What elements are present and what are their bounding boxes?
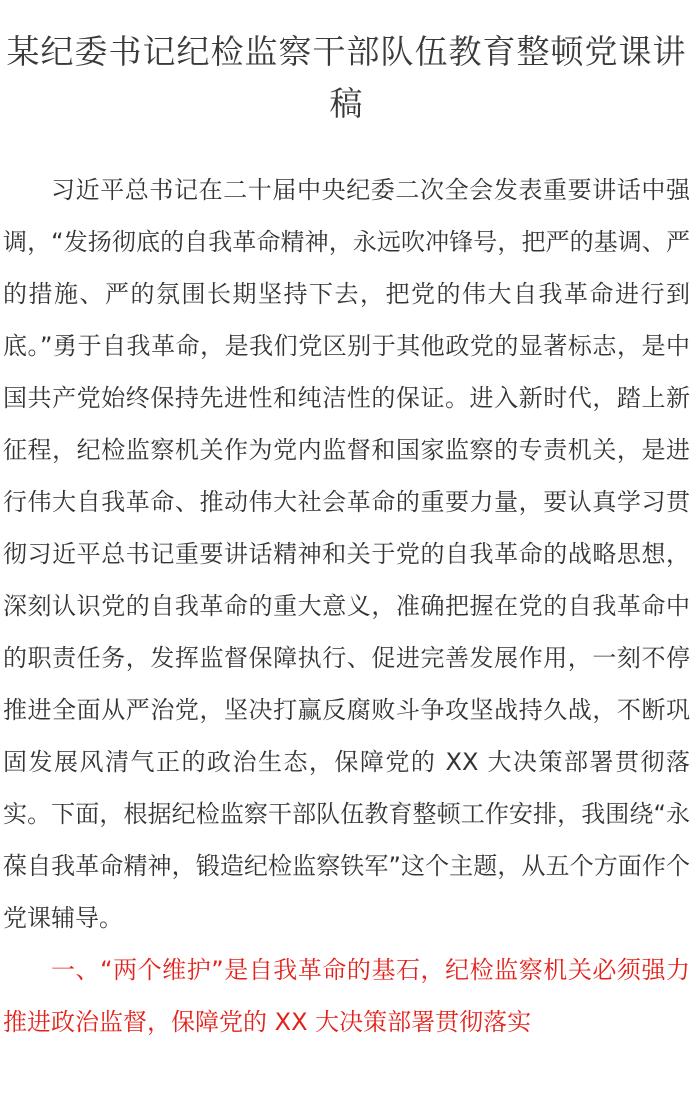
section-heading: 一、“两个维护”是自我革命的基石，纪检监察机关必须强力推进政治监督，保障党的 XX 大决策部署贯彻落实 xyxy=(3,956,690,1036)
body-paragraph: 习近平总书记在二十届中央纪委二次全会发表重要讲话中强调，“发扬彻底的自我革命精神，永远吹冲锋号，把严的基调、严的措施、严的氛围长期坚持下去，把党的伟大自我革命进行到底。”勇于自我革命，是我们党区别于其他政党的显著标志，是中国共产党始终保持先进性和纯洁性的保证。进入新时代，踏上新征程，纪检监察机关作为党内监督和国家监察的专责机关，是进行伟大自我革命、推动伟大社会革命的重要力量，要认真学习贯彻习近平总书记重要讲话精神和关于党的自我革命的战略思想，深刻认识党的自我革命的重大意义，准确把握在党的自我革命中的职责任务，发挥监督保障执行、促进完善发展作用，一刻不停推进全面从严治党，坚决打赢反腐败斗争攻坚战持久战，不断巩固发展风清气正的政治生态，保障党的 XX 大决策部署贯彻落实。下面，根据纪检监察干部队伍教育整顿工作安排，我围绕“永葆自我革命精神，锻造纪检监察铁军”这个主题，从五个方面作个党课辅导。 xyxy=(3,176,690,932)
document-title: 某纪委书记纪检监察干部队伍教育整顿党课讲稿 xyxy=(6,32,687,123)
